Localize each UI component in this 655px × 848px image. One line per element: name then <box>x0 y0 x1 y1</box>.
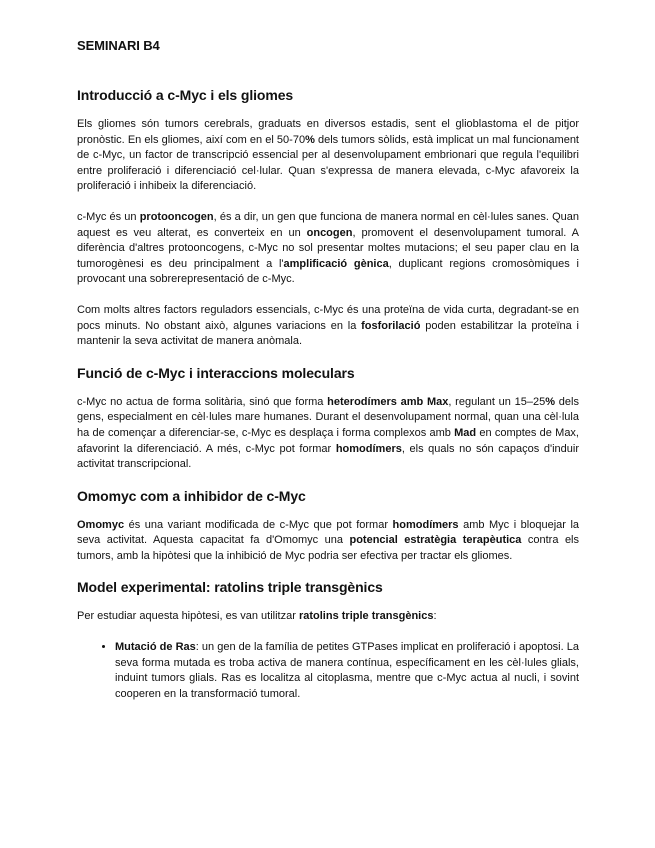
text-run: dels gens, especialment en cèl·lules mare humanes. Durant el desenvolupament normal, quan una cèl·lula ha de començar a diferenciar-se, c-Myc es desplaça i forma complexos amb <box>77 395 579 439</box>
section-heading: Introducció a c-Myc i els gliomes <box>77 87 294 103</box>
paragraph <box>77 117 579 195</box>
text-run: , duplicant regions cromosòmiques i provocant una sobrerepresentació de c-Myc. <box>77 257 579 286</box>
bold-text: ratolins triple transgènics <box>298 610 434 623</box>
paragraph <box>77 210 579 288</box>
bold-text: Mad <box>454 426 477 439</box>
bold-text: % <box>305 133 315 146</box>
text-run: , promovent el desenvolupament tumoral. A diferència d'altres protooncogens, c-Myc no sol presentar moltes mutacions; el seu paper clau en la tumorogènesi es deu principalment a l' <box>77 226 579 270</box>
text-run: poden estabilitzar la proteïna i mantenir la seva activitat de manera anòmala. <box>77 319 579 348</box>
text-run: : un gen de la família de petites GTPases implicat en proliferació i apoptosi. La seva forma mutada es troba activa de manera contínua, específicament en les cèl·lules glials, induint tumors glials. Ras es localitza al citoplasma, mentre que c-Myc actua al nucli, i sovint cooperen en la transformació tumoral. <box>115 641 580 700</box>
bold-text: oncogen <box>306 226 353 239</box>
section <box>77 579 579 702</box>
text-run: és una variant modificada de c-Myc que pot formar <box>124 518 393 531</box>
bold-text: potencial estratègia terapèutica <box>349 534 522 547</box>
section <box>77 87 579 350</box>
section <box>77 365 579 473</box>
bold-text: Omomyc <box>77 518 125 531</box>
text-run: Com molts altres factors reguladors essencials, c-Myc és una proteïna de vida curta, degradant-se en pocs minuts. No obstant això, algunes variacions en la <box>77 303 579 332</box>
bold-text: heterodímers amb Max <box>327 395 449 408</box>
bold-text: protooncogen <box>139 210 214 223</box>
document-title: SEMINARI B4 <box>77 38 160 53</box>
bold-text: amplificació gènica <box>283 257 389 270</box>
bullet-list <box>77 640 579 702</box>
bold-text: homodímers <box>335 442 402 455</box>
text-run: dels tumors sòlids, està implicat un mal funcionament de c-Myc, un factor de transcripció essencial per al desenvolupament embrionari que regula l'equilibri entre proliferació i diferenciació cel·lular. Quan s'expressa de manera elevada, c-Myc afavoreix la proliferació i inhibeix la diferenciació. <box>77 133 579 193</box>
list-item <box>115 640 579 702</box>
text-run: c-Myc és un <box>77 210 140 223</box>
text-run: Els gliomes són tumors cerebrals, graduats en diversos estadis, sent el glioblastoma el de pitjor pronòstic. En els gliomes, així com en el 50-70 <box>77 118 579 146</box>
section-heading: Model experimental: ratolins triple transgènics <box>77 579 383 596</box>
text-run: , és a dir, un gen que funciona de manera normal en cèl·lules sanes. Quan aquest es veu alterat, es converteix en un <box>77 210 579 239</box>
text-run: en comptes de Max, afavorint la diferenciació. A més, c-Myc pot formar <box>77 426 579 455</box>
paragraph <box>77 395 579 473</box>
section-heading: Omomyc com a inhibidor de c-Myc <box>77 487 306 504</box>
bold-text: Mutació de Ras <box>115 641 196 654</box>
paragraph <box>77 518 579 565</box>
bold-text: homodímers <box>392 518 459 531</box>
text-run: , els quals no són capaços d'induir activitat transcripcional. <box>77 442 579 471</box>
paragraph <box>77 609 579 625</box>
bold-text: % <box>545 395 556 408</box>
text-run: contra els tumors, amb la hipòtesi que la inhibició de Myc podria ser efectiva per tractar els gliomes. <box>77 534 580 562</box>
section-heading: Funció de c-Myc i interaccions moleculars <box>77 364 355 381</box>
bold-text: fosforilació <box>361 319 421 332</box>
text-run: amb Myc i bloquejar la seva activitat. Aquesta capacitat fa d'Omomyc una <box>77 518 580 547</box>
document-body <box>77 87 579 702</box>
section <box>77 488 579 565</box>
text-run: c-Myc no actua de forma solitària, sinó que forma <box>77 395 328 408</box>
text-run: : <box>433 610 437 623</box>
text-run: , regulant un 15–25 <box>448 395 546 408</box>
paragraph <box>77 303 579 350</box>
text-run: Per estudiar aquesta hipòtesi, es van utilitzar <box>77 610 299 623</box>
